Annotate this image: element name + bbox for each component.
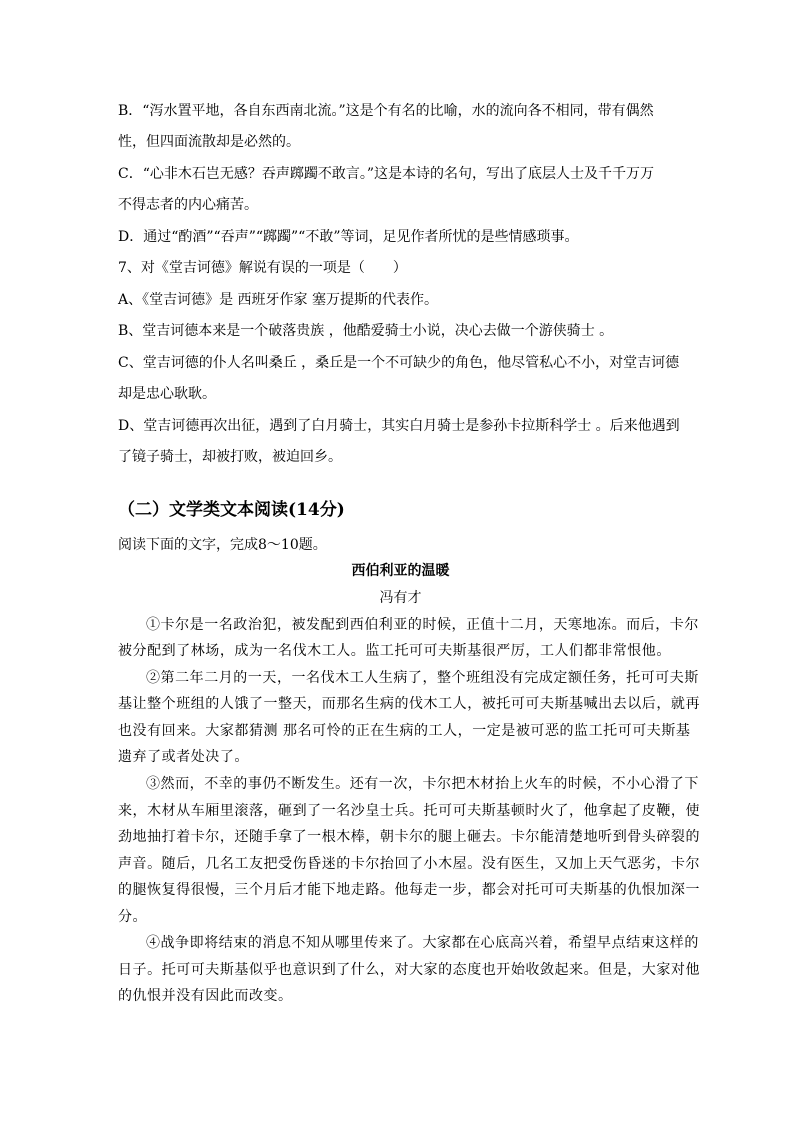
question6-option-b-line1: B．“泻水置平地，各自东西南北流。”这是个有名的比喻，水的流向各不相同，带有偶然	[118, 103, 654, 119]
paragraph-1-line-1: ①卡尔是一名政治犯，被发配到西伯利亚的时候，正值十二月，天寒地冻。而后，卡尔	[146, 617, 699, 633]
paragraph-3-line-4: 声音。随后，几名工友把受伤昏迷的卡尔抬回了小木屋。没有医生，又加上天气恶劣，卡尔	[118, 856, 700, 872]
paragraph-4-line-3: 的仇恨并没有因此而改变。	[118, 988, 293, 1004]
question7-option-c-line2: 却是忠心耿耿。	[118, 386, 216, 402]
paragraph-3-line-1: ③然而，不幸的事仍不断发生。还有一次，卡尔把木材抬上火车的时候，不小心滑了下	[146, 776, 699, 792]
paragraph-2-line-3: 也没有回来。大家都猜测 那名可怜的正在生病的工人，一定是被可恶的监工托可可夫斯基	[118, 723, 691, 739]
paragraph-4-line-1: ④战争即将结束的消息不知从哪里传来了。大家都在心底高兴着，希望早点结束这样的	[146, 935, 699, 951]
section-instruction: 阅读下面的文字，完成8～10题。	[118, 537, 327, 553]
paragraph-2-line-4: 遗弃了或者处决了。	[118, 749, 249, 765]
question7-option-d-line1: D、堂吉诃德再次出征，遇到了白月骑士，其实白月骑士是参孙卡拉斯科学士 。后来他遇到	[118, 418, 680, 434]
section-heading: （二）文学类文本阅读(14分)	[118, 500, 345, 520]
paragraph-1-line-2: 被分配到了林场，成为一名伐木工人。监工托可可夫斯基很严厉，工人们都非常恨他。	[118, 643, 671, 659]
question6-option-d-line1: D．通过“酌酒”“吞声”“踯躅”“不敢”等词，足见作者所忧的是些情感琐事。	[118, 229, 579, 245]
question7-option-d-line2: 了镜子骑士，却被打败，被迫回乡。	[118, 449, 342, 465]
paragraph-4-line-2: 日子。托可可夫斯基似乎也意识到了什么，对大家的态度也开始收敛起来。但是，大家对他	[118, 962, 700, 978]
paragraph-2-line-1: ②第二年二月的一天，一名伐木工人生病了，整个班组没有完成定额任务，托可可夫斯	[146, 670, 699, 686]
article-title: 西伯利亚的温暖	[351, 563, 450, 579]
question7-option-b-line1: B、堂吉诃德本来是一个破落贵族 ，他酷爱骑士小说，决心去做一个游侠骑士 。	[118, 323, 614, 339]
paragraph-2-line-2: 基让整个班组的人饿了一整天，而那名生病的伐木工人，被托可可夫斯基喊出去以后，就再	[118, 696, 700, 712]
question6-option-c-line2: 不得志者的内心痛苦。	[118, 197, 258, 213]
paragraph-3-line-2: 来，木材从车厢里滚落，砸到了一名沙皇士兵。托可可夫斯基顿时火了，他拿起了皮鞭，使	[118, 803, 700, 819]
question6-option-c-line1: C．“心非木石岂无感？吞声踯躅不敢言。”这是本诗的名句，写出了底层人士及千千万万	[118, 166, 655, 182]
paragraph-3-line-5: 的腿恢复得很慢，三个月后才能下地走路。他每走一步，都会对托可可夫斯基的仇恨加深一	[118, 882, 700, 898]
article-author: 冯有才	[379, 590, 422, 606]
question7-option-c-line1: C、堂吉诃德的仆人名叫桑丘 ，桑丘是一个不可缺少的角色，他尽管私心不小，对堂吉诃德	[118, 355, 680, 371]
question6-option-b-line2: 性，但四面流散却是必然的。	[118, 134, 300, 150]
paragraph-3-line-3: 劲地抽打着卡尔，还随手拿了一根木棒，朝卡尔的腿上砸去。卡尔能清楚地听到骨头碎裂的	[118, 829, 700, 845]
question7-option-a-line1: A、《堂吉诃德》是 西班牙作家 塞万提斯的代表作。	[118, 292, 439, 308]
question7-stem: 7、对《堂吉诃德》解说有误的一项是（ ）	[118, 260, 407, 276]
paragraph-3-line-6: 分。	[118, 909, 148, 925]
